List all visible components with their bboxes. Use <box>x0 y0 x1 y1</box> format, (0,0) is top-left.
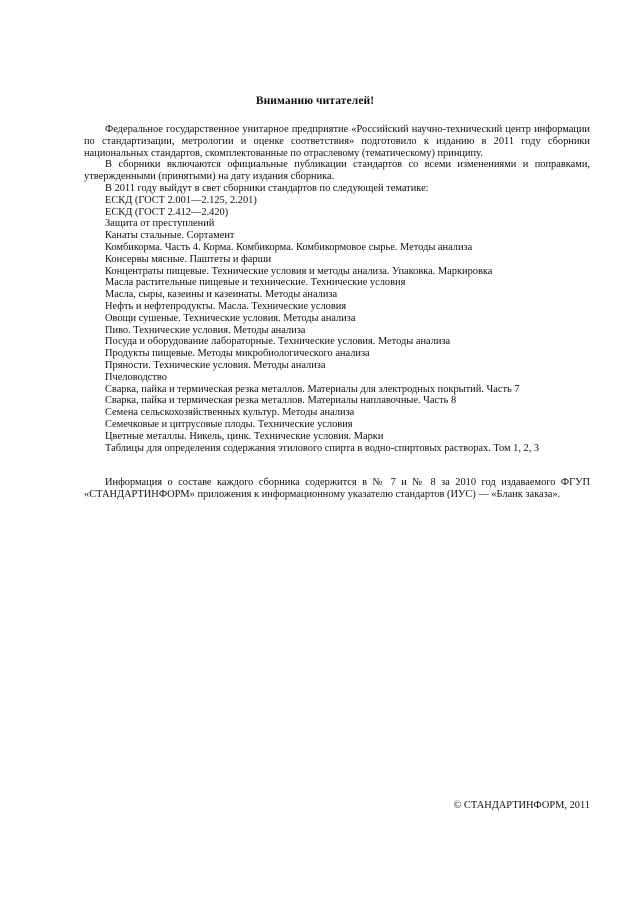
list-item: Комбикорма. Часть 4. Корма. Комбикорма. Комбикормовое сырье. Методы анализа <box>105 241 473 253</box>
list-item: Пряности. Технические условия. Методы анализа <box>105 359 326 371</box>
list-item: Канаты стальные. Сортамент <box>105 230 235 242</box>
intro-paragraph: Федеральное государственное унитарное предприятие «Российский научно-технический центр информации по стандартизации, метрологии и оценке соответствия» подготовило к изданию в 2011 году сборники национальных стандартов, скомплектованные по отраслевому (тематическому) принципу. <box>84 124 590 159</box>
list-item: Семечковые и цитрусовые плоды. Технические условия <box>105 418 353 430</box>
list-item: Овощи сушеные. Технические условия. Методы анализа <box>105 312 356 324</box>
list-item: Цветные металлы. Никель, цинк. Технические условия. Марки <box>105 430 384 442</box>
list-item: ЕСКД (ГОСТ 2.412—2.420) <box>105 206 229 218</box>
list-item: Пиво. Технические условия. Методы анализа <box>105 324 306 336</box>
section-spacer <box>84 454 590 477</box>
list-item: Таблицы для определения содержания этилового спирта в водно-спиртовых растворах. Том 1, 2, 3 <box>105 442 540 454</box>
list-item: Концентраты пищевые. Технические условия и методы анализа. Упаковка. Маркировка <box>105 265 493 277</box>
list-item: Масла, сыры, казеины и казеинаты. Методы анализа <box>105 289 338 301</box>
list-item: Защита от преступлений <box>105 218 215 230</box>
topics-lead-paragraph: В 2011 году выйдут в свет сборники стандартов по следующей тематике: <box>105 182 429 194</box>
list-item: Посуда и оборудование лабораторные. Технические условия. Методы анализа <box>105 336 451 348</box>
info-paragraph: Информация о составе каждого сборника содержится в № 7 и № 8 за 2010 год издаваемого ФГУП «СТАНДАРТИНФОРМ» приложения к информационному указателю стандартов (ИУС) — «Бланк заказа». <box>84 477 590 501</box>
list-item: Пчеловодство <box>105 371 167 383</box>
list-item: Семена сельскохозяйственных культур. Методы анализа <box>105 407 355 419</box>
list-item: Консервы мясные. Паштеты и фарши <box>105 253 272 265</box>
document-body <box>84 124 590 501</box>
list-item: Нефть и нефтепродукты. Масла. Технические условия <box>105 300 347 312</box>
list-item: ЕСКД (ГОСТ 2.001—2.125, 2.201) <box>105 194 257 206</box>
list-item: Сварка, пайка и термическая резка металлов. Материалы для электродных покрытий. Часть 7 <box>105 383 520 395</box>
list-item: Продукты пищевые. Методы микробиологического анализа <box>105 348 370 360</box>
list-item: Масла растительные пищевые и технические. Технические условия <box>105 277 406 289</box>
page-title: Вниманию читателей! <box>255 95 375 107</box>
list-item: Сварка, пайка и термическая резка металлов. Материалы наплавочные. Часть 8 <box>105 395 457 407</box>
copyright-notice: © СТАНДАРТИНФОРМ, 2011 <box>453 800 590 811</box>
topics-list <box>84 195 590 455</box>
changes-paragraph: В сборники включаются официальные публикации стандартов со всеми изменениями и поправками, утвержденными (принятыми) на дату издания сборника. <box>84 159 590 183</box>
